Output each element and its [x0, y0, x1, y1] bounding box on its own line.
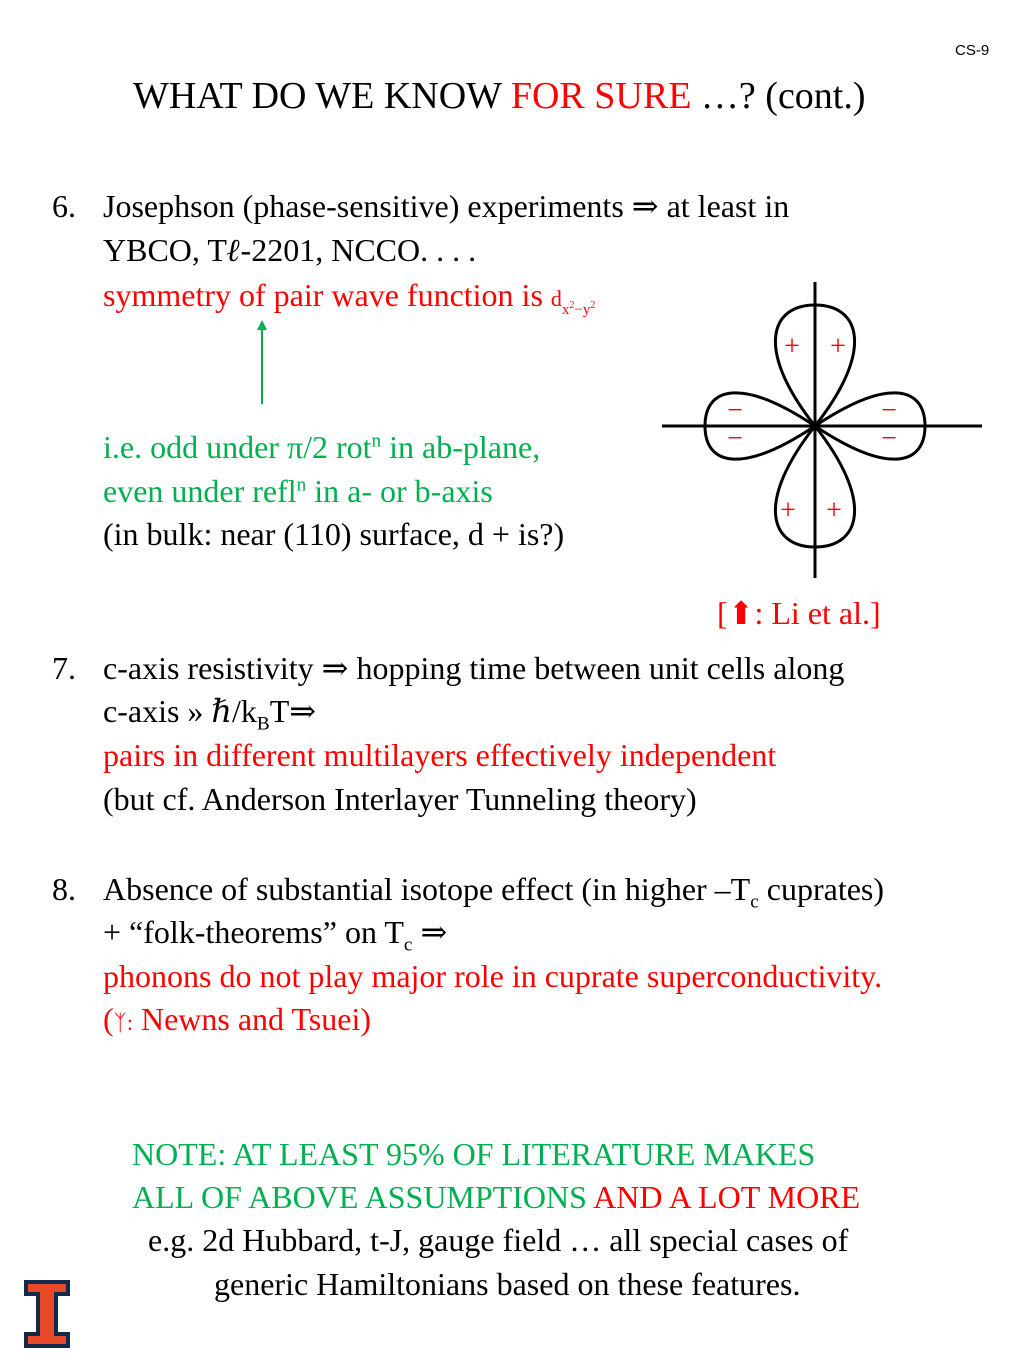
ell-symbol: ℓ — [226, 232, 241, 268]
plus-sign: + — [830, 331, 846, 362]
d-wave-symmetry-diagram — [660, 280, 984, 580]
minus-sign: − — [881, 423, 897, 454]
item-6-symmetry — [103, 276, 595, 323]
item-7-line2: c-axis » $\hbar/k_BT\Rightarrow$ — [103, 693, 317, 735]
item-6-line2 — [103, 231, 476, 269]
plus-sign: + — [784, 331, 800, 362]
item-8-line3: phonons do not play major role in cuprate superconductivity. — [103, 958, 883, 994]
item-6-line1: Josephson (phase-sensitive) experiments ⇒ at least in — [103, 188, 790, 224]
minus-sign: − — [727, 423, 743, 454]
item-8-line4: (ᛉ: Newns and Tsuei) — [103, 1001, 371, 1037]
item-8-number: 8. — [52, 871, 76, 907]
slide-title — [133, 74, 866, 118]
note-line3: e.g. 2d Hubbard, t-J, gauge field … all special cases of — [148, 1222, 849, 1258]
title-highlight: FOR SURE — [510, 75, 692, 117]
item-7-number: 7. — [52, 650, 76, 686]
item-7-line4: (but cf. Anderson Interlayer Tunneling theory) — [103, 781, 697, 817]
plus-sign: + — [780, 495, 796, 526]
d-symbol: d — [550, 286, 562, 311]
minus-sign: − — [727, 395, 743, 426]
title-part1: WHAT DO WE KNOW — [133, 75, 511, 117]
title-part3: …? (cont.) — [691, 75, 866, 117]
note-line2: ALL OF ABOVE ASSUMPTIONS AND A LOT MORE — [132, 1179, 861, 1215]
item-6-line2-b: -2201, NCCO. . . . — [240, 232, 477, 268]
item-6-note2: even under refl$^n$ in a- or b-axis — [103, 473, 493, 509]
item-6-line2-a: YBCO, T — [103, 232, 227, 268]
plus-sign: + — [826, 495, 842, 526]
item-6-number: 6. — [52, 188, 76, 224]
d-subscript: x2−y2 — [561, 300, 596, 318]
item-6-note3: (in bulk: near (110) surface, d + is?) — [103, 516, 565, 552]
note-line1: NOTE: AT LEAST 95% OF LITERATURE MAKES — [132, 1136, 816, 1172]
item-8-line2: + “folk-theorems” on $T_c$ ⇒ — [103, 914, 448, 956]
item-6-symmetry-text: symmetry of pair wave function is — [103, 277, 551, 313]
note-line4: generic Hamiltonians based on these features. — [214, 1266, 801, 1302]
minus-sign: − — [881, 395, 897, 426]
item-7-line3: pairs in different multilayers effectively independent — [103, 737, 777, 773]
slide-number: CS-9 — [955, 42, 990, 59]
green-up-arrow-icon — [250, 318, 274, 406]
citation-li: [⬆: Li et al.] — [717, 595, 881, 631]
item-8-line1: Absence of substantial isotope effect (in higher $-T_c$ cuprates) — [103, 871, 885, 913]
illinois-logo-icon — [22, 1278, 72, 1350]
item-6-note1: i.e. odd under π/2 rot$^n$ in ab-plane, — [103, 429, 541, 465]
hbar-symbol: ℏ — [211, 693, 233, 729]
item-7-line1: c-axis resistivity ⇒ hopping time between unit cells along — [103, 650, 845, 686]
arrow-glyph-icon: ᛉ: — [113, 1010, 133, 1035]
